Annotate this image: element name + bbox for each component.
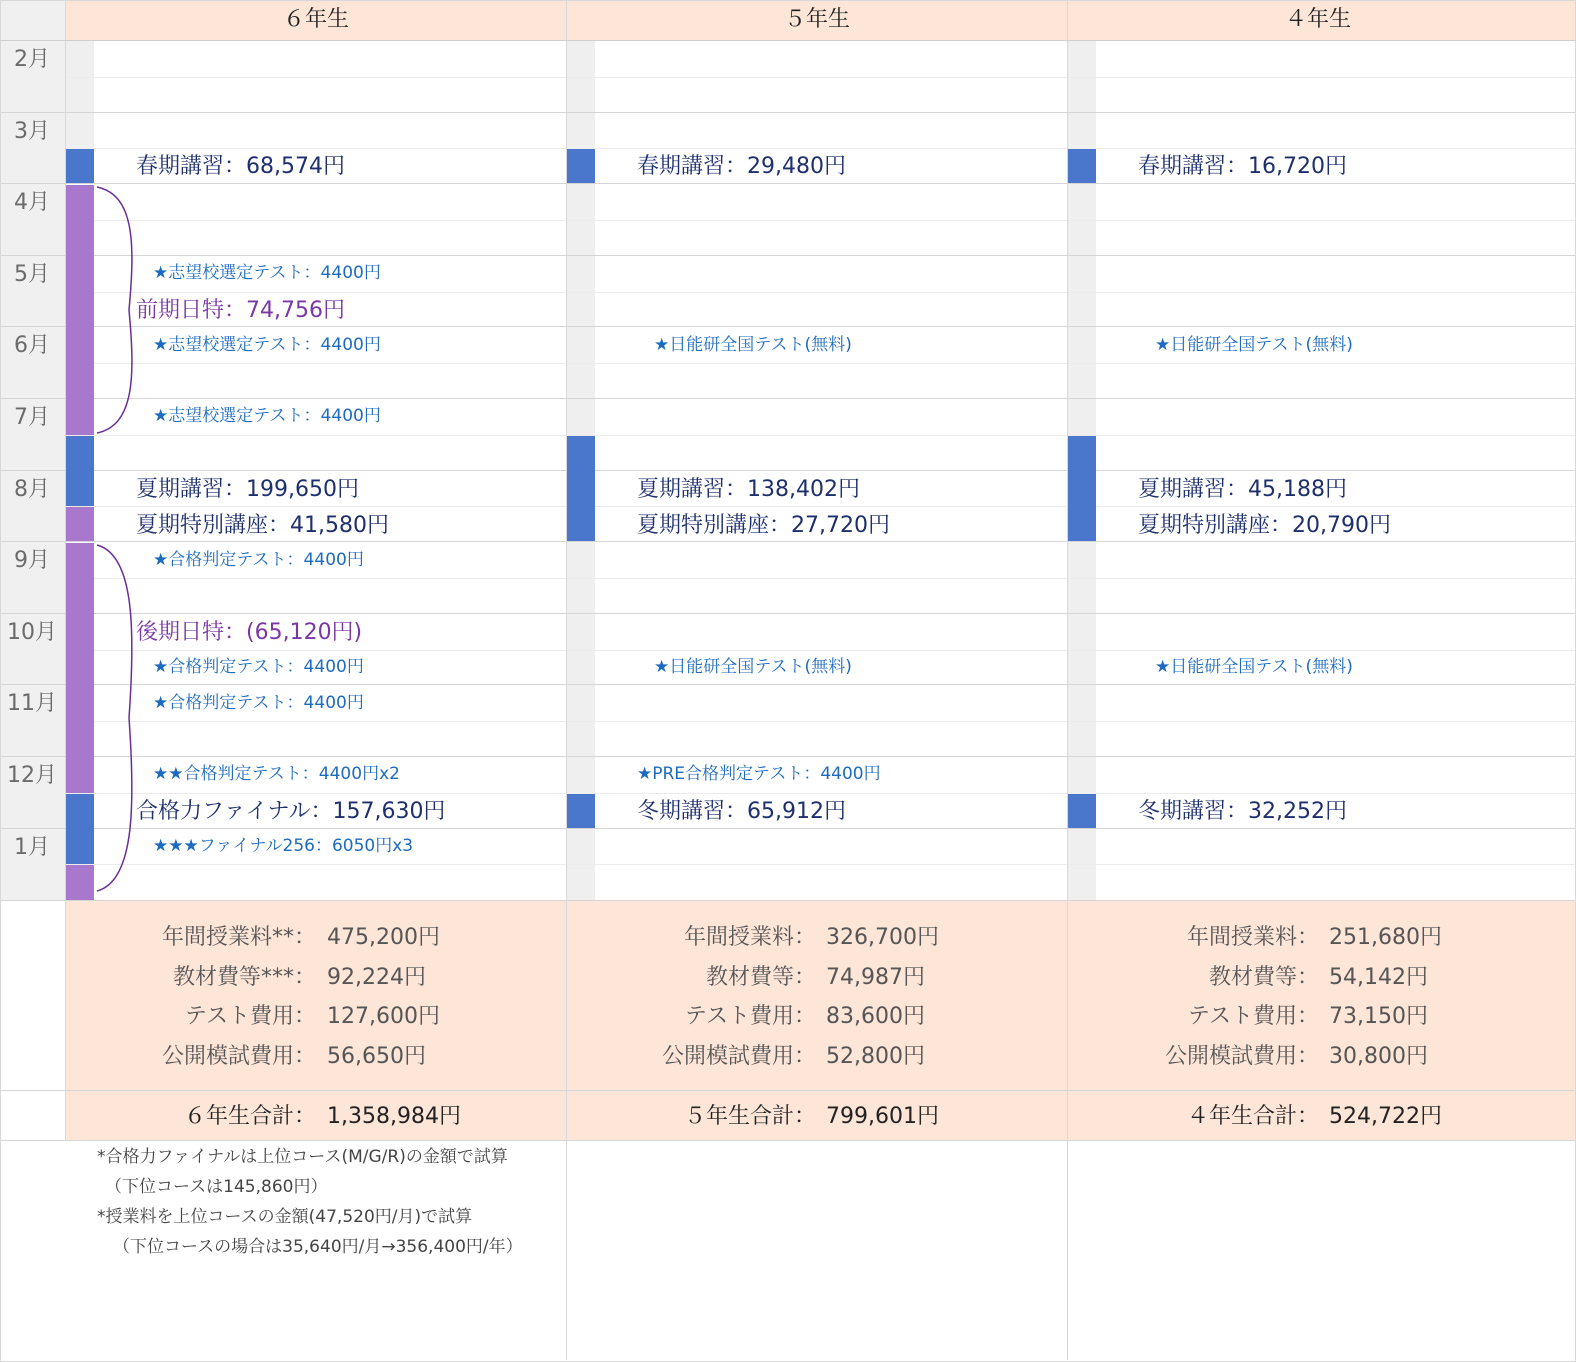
g5-summer: 夏期講習：138,402円 xyxy=(637,477,860,502)
bar-g6-spring xyxy=(66,149,94,183)
month-divider xyxy=(1,828,1575,829)
month-label: 7月 xyxy=(14,405,50,430)
month-divider xyxy=(1,183,1575,184)
month-label: 2月 xyxy=(14,47,50,72)
g6-zenki-test-2: ★志望校選定テスト：4400円 xyxy=(153,335,381,355)
bar-g6-final-end xyxy=(66,865,94,900)
half-month-divider xyxy=(66,864,1575,865)
g6-test-oct: ★合格判定テスト：4400円 xyxy=(153,657,364,677)
bar-g6-summer-special xyxy=(66,507,94,541)
month-label: 1月 xyxy=(14,834,50,860)
half-month-divider xyxy=(66,363,1575,364)
header-grade-5: ５年生 xyxy=(783,7,850,32)
g4-total-value: 524,722円 xyxy=(1329,1104,1442,1129)
month-divider xyxy=(1,756,1575,757)
g6-zenki: 前期日特：74,756円 xyxy=(136,298,345,323)
half-month-divider xyxy=(66,148,1575,149)
month-label: 12月 xyxy=(7,763,57,788)
half-month-divider xyxy=(66,793,1575,794)
g6-final256: ★★★ファイナル256：6050円x3 xyxy=(153,836,414,856)
g4-nichinoken-oct: ★日能研全国テスト(無料) xyxy=(1155,657,1353,677)
month-label: 5月 xyxy=(14,261,50,287)
g5-winter: 冬期講習：65,912円 xyxy=(637,799,846,824)
g5-pre-test: ★PRE合格判定テスト：4400円 xyxy=(637,764,881,784)
bar-g6-kouki xyxy=(66,543,94,793)
g6-test-label: テスト費用： xyxy=(184,1004,316,1029)
bar-g4-winter xyxy=(1068,794,1096,828)
half-month-divider xyxy=(66,435,1575,436)
g5-tuition-label: 年間授業料： xyxy=(683,925,816,950)
g5-test-value: 83,600円 xyxy=(826,1004,925,1029)
header-corner xyxy=(1,1,65,40)
month-label: 11月 xyxy=(7,691,57,717)
g4-total-label: ４年生合計： xyxy=(1186,1104,1319,1129)
g5-materials-value: 74,987円 xyxy=(826,965,925,990)
g5-spring: 春期講習：29,480円 xyxy=(637,154,846,179)
half-month-divider xyxy=(66,220,1575,221)
g5-mock-label: 公開模試費用： xyxy=(661,1044,816,1069)
g4-winter: 冬期講習：32,252円 xyxy=(1138,799,1347,824)
month-divider xyxy=(1,255,1575,256)
month-label: 9月 xyxy=(14,548,50,574)
g5-nichinoken-jun: ★日能研全国テスト(無料) xyxy=(654,335,852,355)
g6-zenki-test-3: ★志望校選定テスト：4400円 xyxy=(153,406,381,426)
g4-nichinoken-jun: ★日能研全国テスト(無料) xyxy=(1155,335,1353,355)
g5-total-value: 799,601円 xyxy=(826,1104,939,1129)
month-divider xyxy=(1,398,1575,399)
g4-spring: 春期講習：16,720円 xyxy=(1138,154,1347,179)
g5-nichinoken-oct: ★日能研全国テスト(無料) xyxy=(654,657,852,677)
half-month-divider xyxy=(66,77,1575,78)
g5-tuition-value: 326,700円 xyxy=(826,925,939,950)
g6-materials-value: 92,224円 xyxy=(327,965,426,990)
g5-materials-label: 教材費等： xyxy=(705,965,816,990)
g4-materials-label: 教材費等： xyxy=(1208,965,1319,990)
bar-g6-zenki xyxy=(66,185,94,435)
g6-spring: 春期講習：68,574円 xyxy=(136,154,345,179)
month-label: 8月 xyxy=(14,476,50,502)
bar-g6-final xyxy=(66,794,94,864)
g6-test-value: 127,600円 xyxy=(327,1004,440,1029)
footnote-1: *合格力ファイナルは上位コース(M/G/R)の金額で試算 xyxy=(97,1147,508,1167)
g5-test-label: テスト費用： xyxy=(684,1004,816,1029)
g6-summer-special: 夏期特別講座：41,580円 xyxy=(136,513,389,538)
bar-g6-summer xyxy=(66,436,94,506)
bar-g4-spring xyxy=(1068,149,1096,183)
month-label: 10月 xyxy=(7,619,57,645)
g5-total-label: ５年生合計： xyxy=(683,1104,816,1129)
month-divider xyxy=(1,613,1575,614)
footnote-2: （下位コースは145,860円） xyxy=(105,1177,328,1197)
zenki-brace xyxy=(95,185,135,435)
g6-kouki: 後期日特：(65,120円) xyxy=(136,620,363,645)
half-month-divider xyxy=(66,650,1575,651)
month-label: 6月 xyxy=(14,333,50,359)
month-divider xyxy=(1,541,1575,542)
half-month-divider xyxy=(66,578,1575,579)
g6-tuition-value: 475,200円 xyxy=(327,925,440,950)
footnote-4: （下位コースの場合は35,640円/月→356,400円/年） xyxy=(113,1237,523,1257)
g6-summer: 夏期講習：199,650円 xyxy=(136,477,359,502)
half-month-divider xyxy=(66,506,1575,507)
g4-mock-value: 30,800円 xyxy=(1329,1044,1428,1069)
g6-mock-value: 56,650円 xyxy=(327,1044,426,1069)
g6-tuition-label: 年間授業料**： xyxy=(161,925,316,950)
g5-summer-special: 夏期特別講座：27,720円 xyxy=(637,513,890,538)
g4-test-label: テスト費用： xyxy=(1187,1004,1319,1029)
bar-g5-spring xyxy=(567,149,595,183)
g6-test-nov: ★合格判定テスト：4400円 xyxy=(153,693,364,713)
g4-materials-value: 54,142円 xyxy=(1329,965,1428,990)
g6-zenki-test-1: ★志望校選定テスト：4400円 xyxy=(153,263,381,283)
g4-summer: 夏期講習：45,188円 xyxy=(1138,477,1347,502)
g4-test-value: 73,150円 xyxy=(1329,1004,1428,1029)
bar-g5-winter xyxy=(567,794,595,828)
month-divider xyxy=(1,112,1575,113)
grade6-strip xyxy=(66,41,94,149)
footnote-3: *授業料を上位コースの金額(47,520円/月)で試算 xyxy=(97,1207,473,1227)
g5-mock-value: 52,800円 xyxy=(826,1044,925,1069)
month-label: 3月 xyxy=(14,118,50,144)
bar-g4-summer xyxy=(1068,436,1096,541)
g4-tuition-value: 251,680円 xyxy=(1329,925,1442,950)
g4-mock-label: 公開模試費用： xyxy=(1164,1044,1319,1069)
month-divider xyxy=(1,470,1575,471)
half-month-divider xyxy=(66,721,1575,722)
g4-summer-special: 夏期特別講座：20,790円 xyxy=(1138,513,1391,538)
g6-test-sep: ★合格判定テスト：4400円 xyxy=(153,550,364,570)
month-divider xyxy=(1,684,1575,685)
kouki-brace xyxy=(95,543,135,893)
g6-materials-label: 教材費等***： xyxy=(172,965,316,990)
g6-final: 合格力ファイナル：157,630円 xyxy=(136,799,446,824)
half-month-divider xyxy=(66,292,1575,293)
header-grade-4: ４年生 xyxy=(1284,7,1351,32)
g4-tuition-label: 年間授業料： xyxy=(1186,925,1319,950)
g6-total-value: 1,358,984円 xyxy=(327,1104,461,1129)
month-label: 4月 xyxy=(14,190,50,216)
g6-test-dec: ★★合格判定テスト：4400円x2 xyxy=(153,764,400,784)
bar-g5-summer xyxy=(567,436,595,541)
header-grade-6: ６年生 xyxy=(282,7,349,32)
month-divider xyxy=(1,326,1575,327)
g6-mock-label: 公開模試費用： xyxy=(161,1044,316,1069)
g6-total-label: ６年生合計： xyxy=(183,1104,316,1129)
